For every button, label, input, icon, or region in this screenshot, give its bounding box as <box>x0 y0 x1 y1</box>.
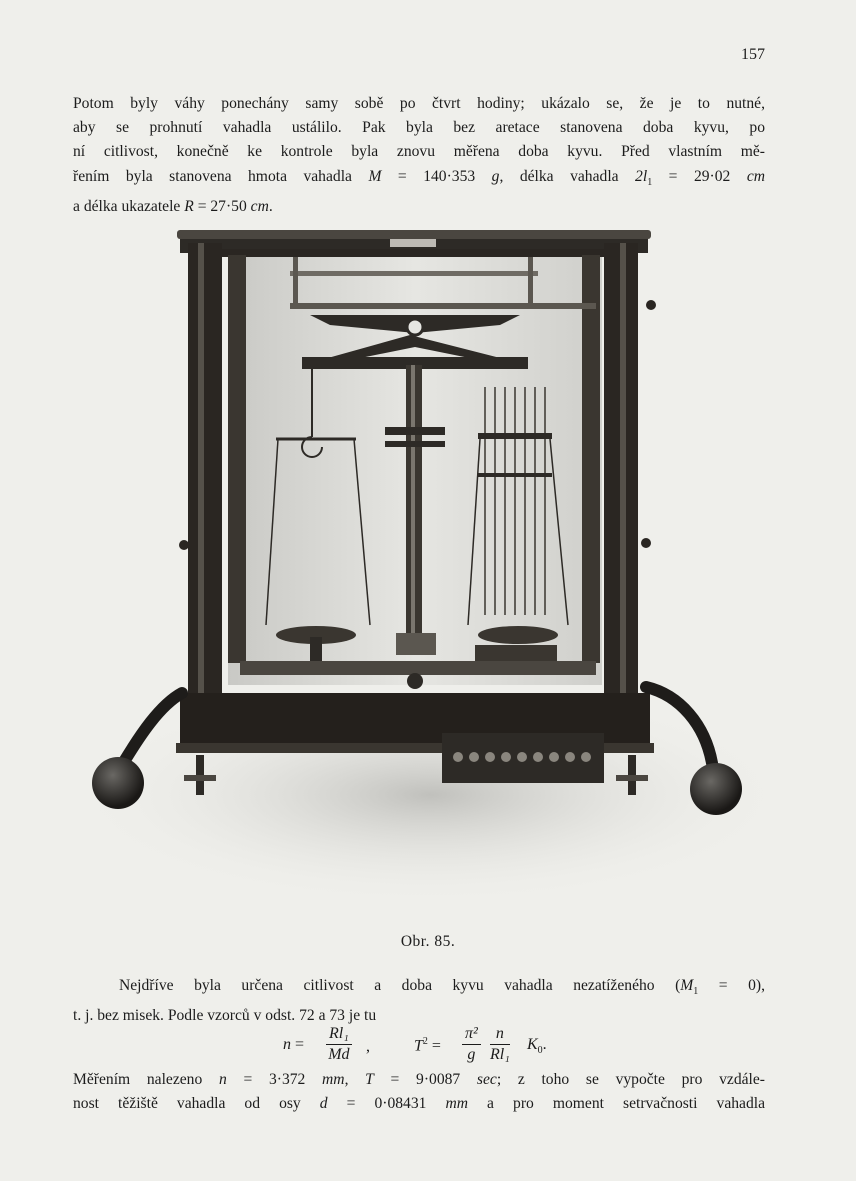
paragraph-method <box>73 974 765 1028</box>
text-line: aby se prohnutí vahadla ustálilo. Pak byla bez aretace stanovena doba kyvu, po <box>73 119 765 137</box>
paragraph-intro <box>73 92 765 219</box>
text-line: t. j. bez misek. Podle vzorců v odst. 72 a 73 je tu <box>73 1007 377 1025</box>
figure-caption: Obr. 85. <box>400 933 456 950</box>
text-line: řením byla stanovena hmota vahadla M = 140·353 g, délka vahadla $2l_1 = 29\cdot 02$ cm <box>73 167 765 188</box>
formula: n = $\frac{\text{Rl₁}}{Md}$ , $T^2$ = $\frac{\text{π²}}{g}$ $\frac{n}{\text{Rl₁}}$ $K_0$. <box>283 1025 547 1063</box>
fraction-n-rl: $\frac{n}{\text{Rl₁}}$ <box>490 1025 510 1063</box>
analytical-balance-figure <box>80 215 780 895</box>
fraction-pi-g: $\frac{\text{π²}}{g}$ <box>462 1024 481 1065</box>
paragraph-results <box>73 1068 765 1116</box>
text-line: Potom byly váhy ponechány samy sobě po čtvrt hodiny; ukázalo se, že je to nutné, <box>73 95 765 112</box>
text-line: a délka ukazatele R = 27·50 cm. <box>73 197 273 215</box>
fraction-sensitivity: $\frac{\text{Rl₁}}{Md}$ <box>326 1024 352 1065</box>
text-line: Měřením nalezeno n = 3·372 mm, T = 9·0087 sec; z toho se vypočte pro vzdále- <box>73 1071 765 1088</box>
page-number: 157 <box>741 46 765 63</box>
text-line: Nejdříve byla určena citlivost a doba kyvu vahadla nezatíženého $(M_1 = 0)$, <box>119 977 766 998</box>
balance-illustration <box>80 215 780 895</box>
text-line: nost těžiště vahadla od osy d = 0·08431 mm a pro moment setrvačnosti vahadla <box>73 1095 766 1112</box>
text-line: ní citlivost, konečně ke kontrole byla znovu měřena doba kyvu. Před vlastním mě- <box>73 143 765 161</box>
